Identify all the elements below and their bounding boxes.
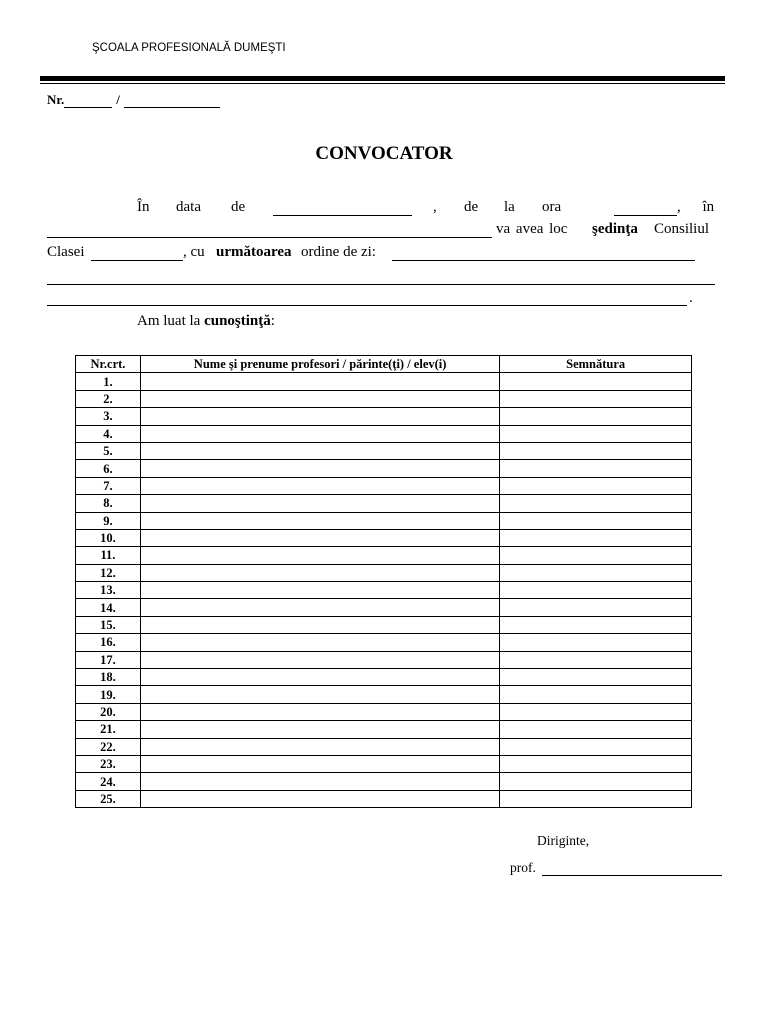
row-number: 13. [76,582,141,599]
registration-number [47,92,220,108]
row-number: 25. [76,790,141,807]
signature-cell[interactable] [500,669,692,686]
header-rule-thin [40,83,725,84]
table-row [76,686,692,703]
paragraph-line-1 [47,199,720,221]
text-clasei: Clasei [47,244,85,260]
name-cell[interactable] [140,564,499,581]
name-cell[interactable] [140,582,499,599]
table-row [76,616,692,633]
row-number: 15. [76,616,141,633]
text-consiliul: Consiliul [654,221,710,237]
text-cu: , cu [183,244,205,260]
attendance-table [75,355,692,808]
name-cell[interactable] [140,790,499,807]
row-number: 23. [76,755,141,772]
ack-suffix: : [270,313,275,329]
row-number: 3. [76,408,141,425]
place-blank [47,223,492,238]
row-number: 4. [76,425,141,442]
row-number: 17. [76,651,141,668]
prof-blank [542,863,722,876]
signature-cell[interactable] [500,721,692,738]
table-row [76,512,692,529]
paragraph-line-2 [47,221,720,243]
diriginte-label: Diriginte, [537,833,590,848]
text-in: În [137,199,150,215]
row-number: 1. [76,373,141,390]
table-row [76,529,692,546]
signature-cell[interactable] [500,738,692,755]
row-number: 5. [76,442,141,459]
signature-cell[interactable] [500,373,692,390]
name-cell[interactable] [140,686,499,703]
name-cell[interactable] [140,373,499,390]
row-number: 16. [76,634,141,651]
text-comma: , [433,199,437,215]
text-va-avea-loc: va avea loc [496,221,568,237]
ack-prefix: Am luat la [137,313,201,329]
header-name: Nume şi prenume profesori / părinte(ţi) / elev(i) [140,356,499,373]
signature-cell[interactable] [500,703,692,720]
name-cell[interactable] [140,616,499,633]
signature-cell[interactable] [500,651,692,668]
name-cell[interactable] [140,738,499,755]
table-row [76,547,692,564]
text-data: data [176,199,201,215]
signature-cell[interactable] [500,460,692,477]
name-cell[interactable] [140,512,499,529]
table-row [76,564,692,581]
signature-cell[interactable] [500,564,692,581]
text-urmatoarea: următoarea [216,244,292,260]
signature-cell[interactable] [500,616,692,633]
nr-label: Nr. [47,92,65,107]
table-row [76,738,692,755]
name-cell[interactable] [140,703,499,720]
table-header-row [76,356,692,373]
table-row [76,669,692,686]
text-la: la [504,199,515,215]
signature-cell[interactable] [500,755,692,772]
class-blank [91,246,183,261]
name-cell[interactable] [140,773,499,790]
ack-bold: cunoştinţă [204,313,271,329]
row-number: 19. [76,686,141,703]
text-period: . [689,290,693,306]
table-row [76,721,692,738]
table-row [76,755,692,772]
prof-signature-line [510,860,722,876]
row-number: 18. [76,669,141,686]
text-in-2: , în [677,199,715,215]
name-cell[interactable] [140,495,499,512]
signature-cell[interactable] [500,599,692,616]
signature-cell[interactable] [500,425,692,442]
acknowledgement [137,313,275,335]
signature-cell[interactable] [500,582,692,599]
name-cell[interactable] [140,651,499,668]
document-title: CONVOCATOR [315,143,453,164]
nr-blank-number [64,95,112,108]
table-row [76,442,692,459]
name-cell[interactable] [140,529,499,546]
name-cell[interactable] [140,477,499,494]
text-sedinta: şedinţa [592,221,638,237]
name-cell[interactable] [140,755,499,772]
row-number: 21. [76,721,141,738]
name-cell[interactable] [140,599,499,616]
table-row [76,599,692,616]
agenda-blank-2 [47,284,715,285]
text-ora: ora [542,199,562,215]
row-number: 24. [76,773,141,790]
time-blank [614,201,677,216]
row-number: 11. [76,547,141,564]
school-name: ŞCOALA PROFESIONALĂ DUMEŞTI [92,42,286,54]
name-cell[interactable] [140,547,499,564]
row-number: 9. [76,512,141,529]
signature-cell[interactable] [500,790,692,807]
table-row [76,373,692,390]
name-cell[interactable] [140,634,499,651]
text-ordine-de-zi: ordine de zi: [301,244,376,260]
row-number: 8. [76,495,141,512]
header-rule-thick [40,76,725,81]
row-number: 2. [76,390,141,407]
name-cell[interactable] [140,460,499,477]
row-number: 10. [76,529,141,546]
signature-cell[interactable] [500,408,692,425]
name-cell[interactable] [140,408,499,425]
row-number: 6. [76,460,141,477]
row-number: 20. [76,703,141,720]
table-row [76,582,692,599]
signature-cell[interactable] [500,495,692,512]
signature-cell[interactable] [500,512,692,529]
table-row [76,477,692,494]
table-row [76,634,692,651]
table-row [76,495,692,512]
table-row [76,773,692,790]
name-cell[interactable] [140,669,499,686]
signature-cell[interactable] [500,477,692,494]
table-row [76,390,692,407]
nr-separator: / [116,92,120,107]
signature-cell[interactable] [500,547,692,564]
signature-cell[interactable] [500,634,692,651]
table-row [76,460,692,477]
text-de-2: de [464,199,479,215]
table-row [76,790,692,807]
table-row [76,408,692,425]
name-cell[interactable] [140,425,499,442]
header-nr-crt: Nr.crt. [76,356,141,373]
paragraph-line-3 [47,244,720,266]
signature-cell[interactable] [500,390,692,407]
agenda-blank-1 [392,246,695,261]
row-number: 22. [76,738,141,755]
row-number: 12. [76,564,141,581]
name-cell[interactable] [140,442,499,459]
name-cell[interactable] [140,390,499,407]
signature-cell[interactable] [500,773,692,790]
name-cell[interactable] [140,721,499,738]
nr-blank-date [124,95,220,108]
agenda-blank-3 [47,305,687,306]
table-row [76,703,692,720]
prof-label: prof. [510,860,536,875]
table-row [76,651,692,668]
signature-cell[interactable] [500,442,692,459]
date-blank [273,201,412,216]
header-signature: Semnătura [500,356,692,373]
signature-cell[interactable] [500,686,692,703]
signature-cell[interactable] [500,529,692,546]
text-de: de [231,199,246,215]
table-row [76,425,692,442]
row-number: 14. [76,599,141,616]
row-number: 7. [76,477,141,494]
